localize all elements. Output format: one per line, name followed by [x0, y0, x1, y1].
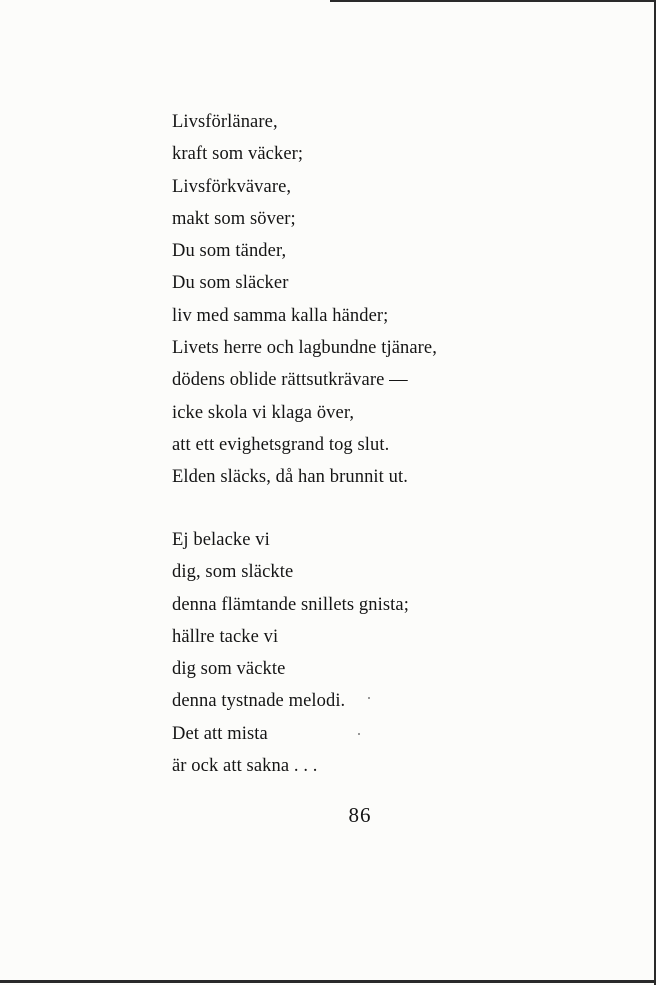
poem-line: dig som väckte: [172, 659, 286, 680]
poem-line: makt som söver;: [172, 208, 296, 229]
poem-line: denna tystnade melodi.: [172, 691, 346, 712]
poem-line: liv med samma kalla händer;: [172, 305, 389, 326]
poem-stanza-1: [172, 106, 437, 494]
poem-line: Det att mista: [172, 723, 268, 744]
scan-edge-bottom: [0, 980, 656, 983]
poem-line: denna flämtande snillets gnista;: [172, 594, 409, 615]
poem-line: hällre tacke vi: [172, 626, 279, 647]
poem-line: Livets herre och lagbundne tjänare,: [172, 338, 437, 359]
poem-line: Ej belacke vi: [172, 530, 270, 550]
scan-speck: [358, 733, 360, 735]
poem-line: att ett evighetsgrand tog slut.: [172, 434, 390, 455]
scan-edge-top: [330, 0, 656, 2]
poem-line: Livsförlänare,: [172, 112, 278, 132]
poem-line: Du som släcker: [172, 273, 289, 294]
poem-line: dig, som släckte: [172, 562, 294, 583]
scan-speck: [368, 697, 370, 699]
poem-stanza-2: [172, 524, 409, 782]
poem-line: Elden släcks, då han brunnit ut.: [172, 467, 408, 488]
poem-line: är ock att sakna . . .: [172, 756, 318, 777]
poem-line: Livsförkvävare,: [172, 176, 292, 197]
poem-line: icke skola vi klaga över,: [172, 402, 355, 423]
page-number: 86: [348, 803, 372, 827]
poem-line: dödens oblide rättsutkrävare —: [172, 370, 408, 391]
poem-line: Du som tänder,: [172, 241, 287, 262]
poem-line: kraft som väcker;: [172, 144, 304, 165]
